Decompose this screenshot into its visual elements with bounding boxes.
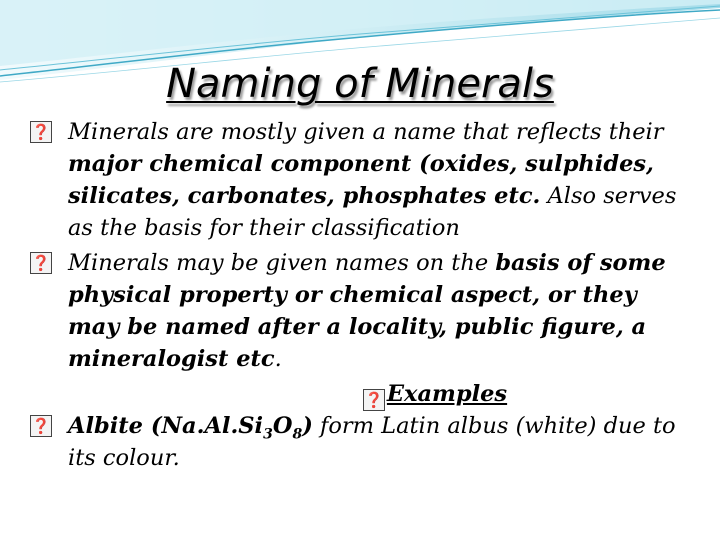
bullet-paragraph-albite xyxy=(30,410,690,474)
paragraph-2-text-a: Minerals may be given names on the xyxy=(68,250,496,276)
albite-description: form Latin albus (white) due to its colour. xyxy=(68,413,676,471)
bullet-box-icon: ❓ xyxy=(364,391,384,409)
paragraph-1-text-c: Also serves as the basis for their classification xyxy=(68,183,677,241)
examples-line xyxy=(30,378,690,410)
bullet-box-icon: ❓ xyxy=(31,254,51,272)
examples-heading: Examples xyxy=(386,381,508,407)
bullet-box-icon: ❓ xyxy=(31,417,51,435)
albite-sub-8: 8 xyxy=(292,426,303,443)
albite-formula-part-c: ) xyxy=(302,413,313,439)
bullet-paragraph-2 xyxy=(30,247,690,375)
slide-title: Naming of Minerals xyxy=(166,61,554,107)
paragraph-1-text-a: Minerals are mostly given a name that reflects their xyxy=(68,119,664,145)
albite-formula-part-a: Albite (Na.Al.Si xyxy=(68,413,264,439)
albite-sub-3: 3 xyxy=(263,426,273,443)
paragraph-2-text-b: basis of some physical property or chemical aspect, or they may be named after a locality, public figure, a mineralogist etc xyxy=(68,250,666,372)
albite-formula-part-b: O xyxy=(272,413,293,439)
bullet-paragraph-1 xyxy=(30,116,690,244)
paragraph-1-text-b: major chemical component (oxides, sulphides, silicates, carbonates, phosphates etc. xyxy=(68,151,654,209)
paragraph-2-text-c: . xyxy=(274,346,282,372)
albite-formula xyxy=(68,413,313,443)
bullet-box-icon: ❓ xyxy=(31,123,51,141)
slide-body xyxy=(30,116,690,474)
